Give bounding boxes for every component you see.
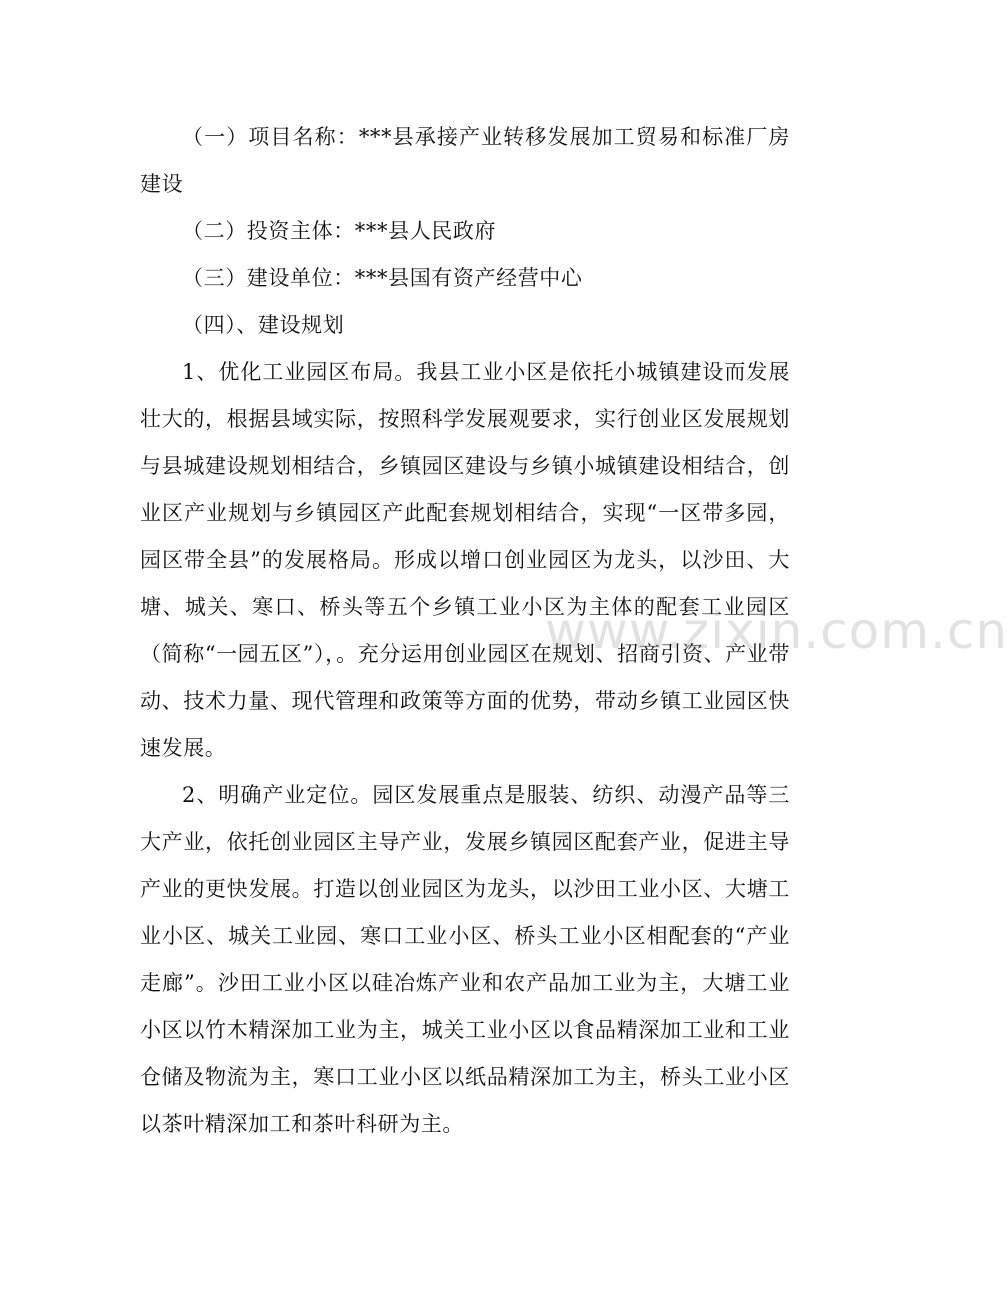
- investor-paragraph: （二）投资主体：***县人民政府: [182, 219, 497, 243]
- industrial-park-layout-paragraph: 1、优化工业园区布局。我县工业小区是依托小城镇建设而发展壮大的，根据县域实际，按照科学发展观要求，实行创业区发展规划与县城建设规划相结合，乡镇园区建设与乡镇小城镇建设相结合，创业区产业规划与乡镇园区产此配套规划相结合，实现“一区带多园，园区带全县”的发展格局。形成以增口创业园区为龙头，以沙田、大塘、城关、寒口、桥头等五个乡镇工业小区为主体的配套工业园区（简称“一园五区”），。充分运用创业园区在规划、招商引资、产业带动、技术力量、现代管理和政策等方面的优势，带动乡镇工业园区快速发展。: [140, 360, 790, 760]
- watermark: www.zixin.com.cn: [545, 602, 1008, 660]
- project-name-paragraph: （一）项目名称：***县承接产业转移发展加工贸易和标准厂房建设: [140, 125, 790, 196]
- planning-heading: （四）、建设规划: [182, 313, 345, 337]
- builder-paragraph: （三）建设单位：***县国有资产经营中心: [182, 266, 583, 290]
- industry-positioning-paragraph: 2、明确产业定位。园区发展重点是服装、纺织、动漫产品等三大产业，依托创业园区主导产业，发展乡镇园区配套产业，促进主导产业的更快发展。打造以创业园区为龙头，以沙田工业小区、大塘工业小区、城关工业园、寒口工业小区、桥头工业小区相配套的“产业走廊”。沙田工业小区以硅冶炼产业和农产品加工业为主，大塘工业小区以竹木精深加工业为主，城关工业小区以食品精深加工业和工业仓储及物流为主，寒口工业小区以纸品精深加工为主，桥头工业小区以茶叶精深加工和茶叶科研为主。: [140, 783, 790, 1136]
- document-body: [140, 114, 790, 1148]
